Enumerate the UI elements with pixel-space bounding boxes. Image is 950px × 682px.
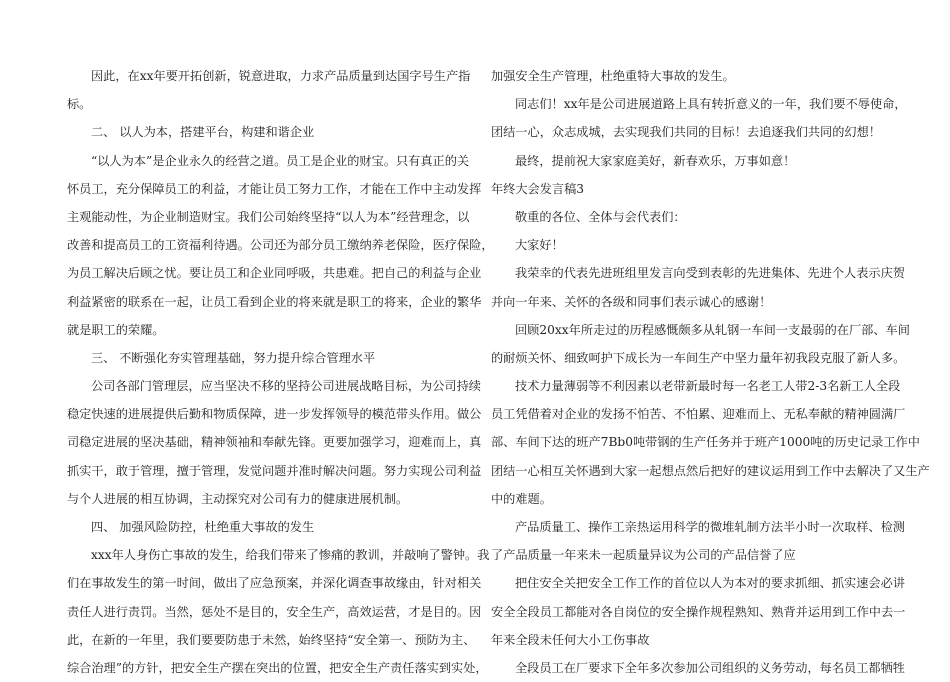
text-line: 加强安全生产管理，杜绝重特大事故的发生。 <box>491 69 735 83</box>
text-line: 抓实干，敢于管理，擅于管理，发觉问题并准时解决问题。努力实现公司利益 <box>67 463 482 478</box>
left-column <box>67 62 494 682</box>
text-line: 改善和提高员工的工资福利待遇。公司还为部分员工缴纳养老保险，医疗保险， <box>67 238 494 253</box>
text-line: 中的难题。 <box>491 491 552 506</box>
text-line: 员工凭借着对企业的发扬不怕苦、不怕累、迎难而上、无私奉献的精神圆满厂 <box>491 407 906 422</box>
text-line: 技术力量薄弱等不利因素以老带新最时每一名老工人带2-3名新工人全段 <box>515 379 901 394</box>
text-line: 年终大会发言稿3 <box>491 181 585 196</box>
text-line: 团结一心，众志成城，去实现我们共同的目标！去追逐我们共同的幻想！ <box>491 125 881 140</box>
text-line: 回顾20xx年所走过的历程感慨颇多从轧钢一车间一支最弱的在厂部、车间 <box>515 322 910 337</box>
text-line: 部、车间下达的班产7Bb0吨带钢的生产任务并于班产1000吨的历史记录工作中 <box>491 435 920 450</box>
text-line: 产品质量工、操作工亲热运用科学的微堆轧制方法半小时一次取样、检测 <box>515 520 905 534</box>
text-line: 稳定快速的进展提供后勤和物质保障，进一步发挥领导的模范带头作用。做公 <box>67 407 482 422</box>
text-line: 全段员工在厂要求下全年多次参加公司组织的义务劳动，每名员工都牺牲 <box>515 660 905 675</box>
text-line: 并向一年来、关怀的各级和同事们表示诚心的感谢！ <box>491 294 772 309</box>
text-line: 同志们！xx年是公司进展道路上具有转折意义的一年，我们要不辱使命， <box>515 97 907 112</box>
text-line: “以人为本”是企业永久的经营之道。员工是企业的财宝。只有真正的关 <box>91 153 470 168</box>
text-line: 们在事故发生的第一时间，做出了应急预案，并深化调查事故缘由，针对相关 <box>67 576 482 591</box>
text-line: xxx年人身伤亡事故的发生，给我们带来了惨痛的教训，并敲响了警钟。我 <box>91 548 490 563</box>
text-line: 利益紧密的联系在一起，让员工看到企业的将来就是职工的将来，企业的繁华 <box>67 294 482 309</box>
text-line: 此，在新的一年里，我们要要防患于未然，始终坚持“安全第一、预防为主、 <box>67 632 476 647</box>
text-line: 把住安全关把安全工作工作的首位以人为本对的要求抓细、抓实速会必讲 <box>515 576 905 591</box>
text-line: 二、 以人为本，搭建平台，构建和谐企业 <box>91 125 315 140</box>
text-line: 与个人进展的相互协调，主动探究对公司有力的健康进展机制。 <box>67 491 409 506</box>
text-line: 三、 不断强化夯实管理基础，努力提升综合管理水平 <box>91 350 376 365</box>
text-line: 年来全段未任何大小工伤事故 <box>491 632 650 647</box>
text-line: 大家好！ <box>515 238 564 253</box>
text-line: 综合治理”的方针，把安全生产摆在突出的位置，把安全生产责任落实到实处， <box>67 660 488 675</box>
text-line: 公司各部门管理层，应当坚决不移的坚持公司进展战略目标，为公司持续 <box>91 379 481 394</box>
text-line: 我荣幸的代表先进班组里发言向受到表彰的先进集体、先进个人表示庆贺 <box>515 266 905 281</box>
text-line: 主观能动性，为企业制造财宝。我们公司始终坚持“以人为本”经营理念，以 <box>67 209 470 224</box>
text-line: 的耐烦关怀、细致呵护下成长为一车间生产中坚力量年初我段克服了新人多。 <box>491 350 906 365</box>
text-line: 四、 加强风险防控，杜绝重大事故的发生 <box>91 520 315 534</box>
text-line: 责任人进行责罚。当然，惩处不是目的，安全生产，高效运营，才是目的。因 <box>67 604 482 619</box>
text-line: 团结一心相互关怀遇到大家一起想点然后把好的建议运用到工作中去解决了又生产 <box>491 463 930 478</box>
text-line: 安全全段员工都能对各自岗位的安全操作规程熟知、熟背并运用到工作中去一 <box>491 604 906 619</box>
text-line: 为员工解决后顾之忧。要让员工和企业同呼吸，共患难。把自己的利益与企业 <box>67 266 482 281</box>
text-line: 司稳定进展的坚决基础，精神领袖和奉献先锋。更要加强学习，迎难而上，真 <box>67 435 482 450</box>
text-line: 最终，提前祝大家家庭美好，新春欢乐，万事如意！ <box>515 153 796 168</box>
text-line: 标。 <box>67 97 92 112</box>
text-line: 了产品质量一年来未一起质量异议为公司的产品信誉了应 <box>491 548 796 563</box>
text-line: 怀员工，充分保障员工的利益，才能让员工努力工作，才能在工作中主动发挥 <box>67 181 482 196</box>
right-column <box>491 62 930 682</box>
text-line: 就是职工的荣耀。 <box>67 322 165 337</box>
text-line: 敬重的各位、全体与会代表们： <box>515 209 686 224</box>
text-line: 因此，在xx年要开拓创新，锐意进取，力求产品质量到达国字号生产指 <box>91 69 471 83</box>
